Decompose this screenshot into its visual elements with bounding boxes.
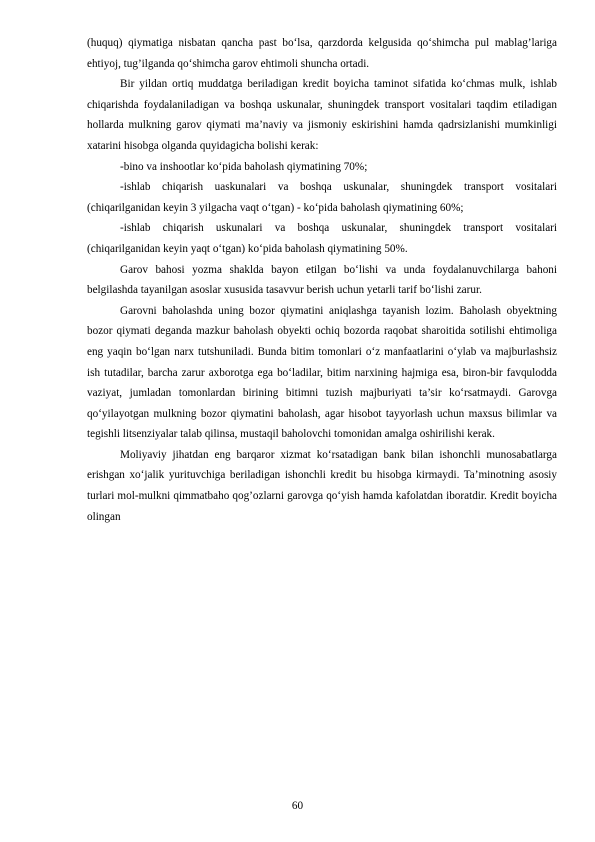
list-item: -bino va inshootlar ko‘pida baholash qiymatining 70%; [120, 160, 368, 173]
list-item: -ishlab chiqarish uaskunalari va boshqa uskunalar, shuningdek transport vositalari (chiqarilganidan keyin 3 yilgacha vaqt o‘tgan) - ko‘pida baholash qiymatining 60%; [87, 181, 557, 214]
paragraph: Bir yildan ortiq muddatga beriladigan kredit boyicha taminot sifatida ko‘chmas mulk, ishlab chiqarishda foydalaniladigan va boshqa uskunalar, shuningdek transport vositalari taqdim etiladigan hollarda mulkning garov qiymati ma’naviy va jismoniy eskirishini hamda qadrsizlanishi mumkinligi xatarini hisobga olganda quyidagicha bolishi kerak: [87, 78, 557, 152]
page-number: 60 [291, 800, 304, 812]
paragraph: Garov bahosi yozma shaklda bayon etilgan bo‘lishi va unda foydalanuvchilarga bahoni belgilashda tayanilgan asoslar xususida tasavvur berish uchun yetarli tarif bo‘lishi zarur. [87, 263, 557, 297]
paragraph: Garovni baholashda uning bozor qiymatini aniqlashga tayanish lozim. Baholash obyektning bozor qiymati deganda mazkur baholash obyekti ochiq bozorda raqobat sharoitida sotilishi ehtimoliga eng yaqin bo‘lgan narx tutshuniladi. Bunda bitim tomonlari o‘z manfaatlarini o‘ylab va majburlashsiz ish tutadilar, barcha zarur axborotga ega bo‘ladilar, bitim narxining hajmiga esa, biron-bir favqulodda vaziyat, jumladan tomonlardan birining bitimni tuzish majburiyati ta’sir ko‘rsatmaydi. Garovga qo‘yilayotgan mulkning bozor qiymatini baholash, agar hisobot tayyorlash uchun maxsus bilimlar va tegishli litsenziyalar talab qilinsa, mustaqil baholovchi tomonidan amalga oshirilishi kerak. [87, 304, 557, 441]
paragraph: (huquq) qiymatiga nisbatan qancha past bo‘lsa, qarzdorda kelgusida qo‘shimcha pul mablag’lariga ehtiyoj, tug’ilganda qo‘shimcha garov ehtimoli shuncha ortadi. [87, 37, 557, 70]
paragraph: Moliyaviy jihatdan eng barqaror xizmat ko‘rsatadigan bank bilan ishonchli munosabatlarga erishgan xo‘jalik yurituvchiga beriladigan ishonchli kredit bu hisobga kirmaydi. Ta’minotning asosiy turlari mol-mulkni qimmatbaho qog’ozlarni garovga qo‘yish hamda kafolatdan iboratdir. Kredit boyicha olingan [87, 448, 557, 523]
list-item: -ishlab chiqarish uskunalari va boshqa uskunalar, shuningdek transport vositalari (chiqarilganidan keyin yaqt o‘tgan) ko‘pida baholash qiymatining 50%. [87, 222, 557, 255]
document-body [87, 33, 557, 527]
